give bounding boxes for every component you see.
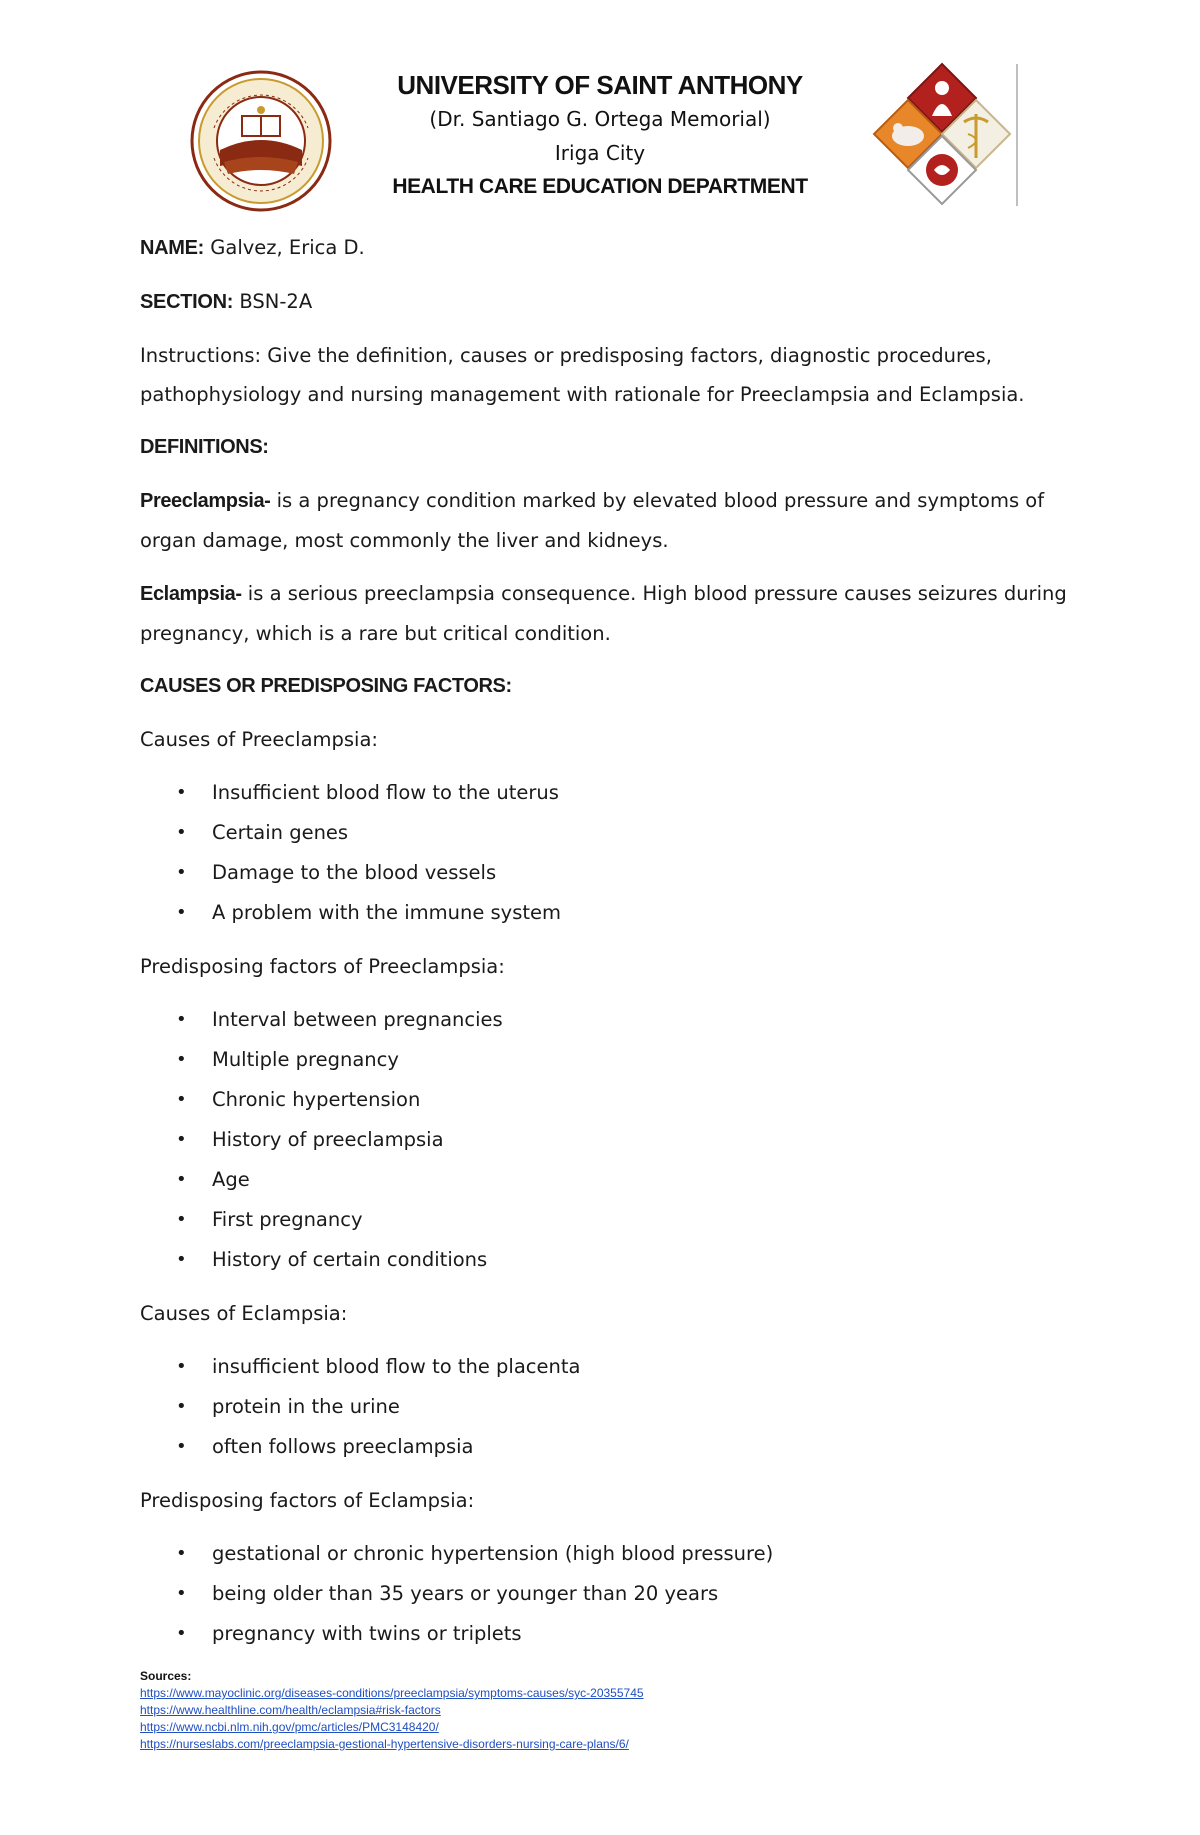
bullet-icon: • bbox=[176, 1623, 187, 1644]
document-header bbox=[0, 62, 1200, 222]
university-name: UNIVERSITY OF SAINT ANTHONY bbox=[397, 70, 803, 100]
eclampsia-term: Eclampsia- bbox=[140, 583, 242, 605]
source-link[interactable]: https://nurseslabs.com/preeclampsia-gestional-hypertensive-disorders-nursing-care-plans/6/ bbox=[140, 1737, 629, 1751]
section-value: BSN-2A bbox=[239, 290, 313, 313]
bullet-icon: • bbox=[176, 1089, 187, 1110]
ecl-factors-title: Predisposing factors of Eclampsia: bbox=[140, 1489, 475, 1512]
source-link[interactable]: https://www.healthline.com/health/eclampsia#risk-factors bbox=[140, 1703, 441, 1717]
student-section-row bbox=[140, 282, 1070, 322]
sources-block bbox=[140, 1668, 1040, 1753]
pre-factors-title: Predisposing factors of Preeclampsia: bbox=[140, 955, 505, 978]
bullet-icon: • bbox=[176, 782, 187, 803]
list-item-text: Chronic hypertension bbox=[212, 1088, 421, 1111]
bullet-icon: • bbox=[176, 1436, 187, 1457]
student-name-row bbox=[140, 228, 1070, 268]
list-item-text: gestational or chronic hypertension (high blood pressure) bbox=[212, 1542, 774, 1565]
list-item bbox=[140, 1427, 1070, 1467]
list-item bbox=[140, 1347, 1070, 1387]
institution-title-block bbox=[360, 68, 840, 204]
preeclampsia-text: is a pregnancy condition marked by elevated blood pressure and symptoms of organ damage, most commonly the liver and kidneys. bbox=[140, 489, 1045, 552]
bullet-icon: • bbox=[176, 862, 187, 883]
list-item bbox=[140, 1160, 1070, 1200]
list-item bbox=[140, 1080, 1070, 1120]
memorial-name: (Dr. Santiago G. Ortega Memorial) bbox=[429, 107, 771, 131]
bullet-icon: • bbox=[176, 1009, 187, 1030]
list-item-text: First pregnancy bbox=[212, 1208, 363, 1231]
list-item-text: being older than 35 years or younger than 20 years bbox=[212, 1582, 719, 1605]
pre-causes-list bbox=[140, 773, 1070, 933]
list-item-text: Age bbox=[212, 1168, 250, 1191]
list-item-text: protein in the urine bbox=[212, 1395, 400, 1418]
eclampsia-definition bbox=[140, 574, 1070, 653]
list-item bbox=[140, 813, 1070, 853]
instructions-paragraph: Instructions: Give the definition, causes or predisposing factors, diagnostic procedures, pathophysiology and nursing management with rationale for Preeclampsia and Eclampsia. bbox=[140, 344, 1025, 406]
list-item-text: Multiple pregnancy bbox=[212, 1048, 399, 1071]
list-item bbox=[140, 893, 1070, 933]
list-item-text: pregnancy with twins or triplets bbox=[212, 1622, 522, 1645]
section-label: SECTION: bbox=[140, 291, 234, 313]
ecl-factors-list bbox=[140, 1534, 1070, 1654]
list-item bbox=[140, 1614, 1070, 1654]
bullet-icon: • bbox=[176, 1583, 187, 1604]
list-item-text: History of preeclampsia bbox=[212, 1128, 444, 1151]
list-item-text: Damage to the blood vessels bbox=[212, 861, 497, 884]
document-body bbox=[140, 228, 1070, 1654]
list-item-text: Certain genes bbox=[212, 821, 349, 844]
bullet-icon: • bbox=[176, 1396, 187, 1417]
bullet-icon: • bbox=[176, 902, 187, 923]
bullet-icon: • bbox=[176, 1169, 187, 1190]
name-value: Galvez, Erica D. bbox=[210, 236, 365, 259]
list-item bbox=[140, 853, 1070, 893]
source-link[interactable]: https://www.ncbi.nlm.nih.gov/pmc/articles/PMC3148420/ bbox=[140, 1720, 439, 1734]
bullet-icon: • bbox=[176, 1249, 187, 1270]
list-item-text: often follows preeclampsia bbox=[212, 1435, 474, 1458]
list-item-text: Interval between pregnancies bbox=[212, 1008, 503, 1031]
bullet-icon: • bbox=[176, 1209, 187, 1230]
preeclampsia-definition bbox=[140, 481, 1070, 560]
preeclampsia-term: Preeclampsia- bbox=[140, 490, 271, 512]
source-link[interactable]: https://www.mayoclinic.org/diseases-conditions/preeclampsia/symptoms-causes/syc-20355745 bbox=[140, 1686, 644, 1700]
list-item bbox=[140, 1200, 1070, 1240]
pre-factors-list bbox=[140, 1000, 1070, 1280]
bullet-icon: • bbox=[176, 1543, 187, 1564]
list-item bbox=[140, 1387, 1070, 1427]
causes-heading: CAUSES OR PREDISPOSING FACTORS: bbox=[140, 675, 512, 697]
bullet-icon: • bbox=[176, 1356, 187, 1377]
list-item-text: History of certain conditions bbox=[212, 1248, 488, 1271]
bullet-icon: • bbox=[176, 1049, 187, 1070]
city-name: Iriga City bbox=[554, 141, 646, 165]
department-emblem-logo bbox=[872, 62, 1012, 207]
university-seal-logo bbox=[190, 70, 332, 212]
list-item bbox=[140, 1534, 1070, 1574]
bullet-icon: • bbox=[176, 822, 187, 843]
eclampsia-text: is a serious preeclampsia consequence. High blood pressure causes seizures during pregnancy, which is a rare but critical condition. bbox=[140, 582, 1067, 645]
list-item bbox=[140, 1040, 1070, 1080]
department-name: HEALTH CARE EDUCATION DEPARTMENT bbox=[392, 175, 808, 198]
header-divider-rule bbox=[1016, 64, 1018, 206]
name-label: NAME: bbox=[140, 237, 205, 259]
list-item bbox=[140, 1120, 1070, 1160]
list-item bbox=[140, 1574, 1070, 1614]
list-item bbox=[140, 1240, 1070, 1280]
list-item-text: Insufficient blood flow to the uterus bbox=[212, 781, 559, 804]
sources-title: Sources: bbox=[140, 1669, 192, 1683]
list-item-text: insufficient blood flow to the placenta bbox=[212, 1355, 581, 1378]
ecl-causes-list bbox=[140, 1347, 1070, 1467]
ecl-causes-title: Causes of Eclampsia: bbox=[140, 1302, 348, 1325]
list-item-text: A problem with the immune system bbox=[212, 901, 562, 924]
pre-causes-title: Causes of Preeclampsia: bbox=[140, 728, 378, 751]
list-item bbox=[140, 1000, 1070, 1040]
bullet-icon: • bbox=[176, 1129, 187, 1150]
list-item bbox=[140, 773, 1070, 813]
definitions-heading: DEFINITIONS: bbox=[140, 436, 269, 458]
